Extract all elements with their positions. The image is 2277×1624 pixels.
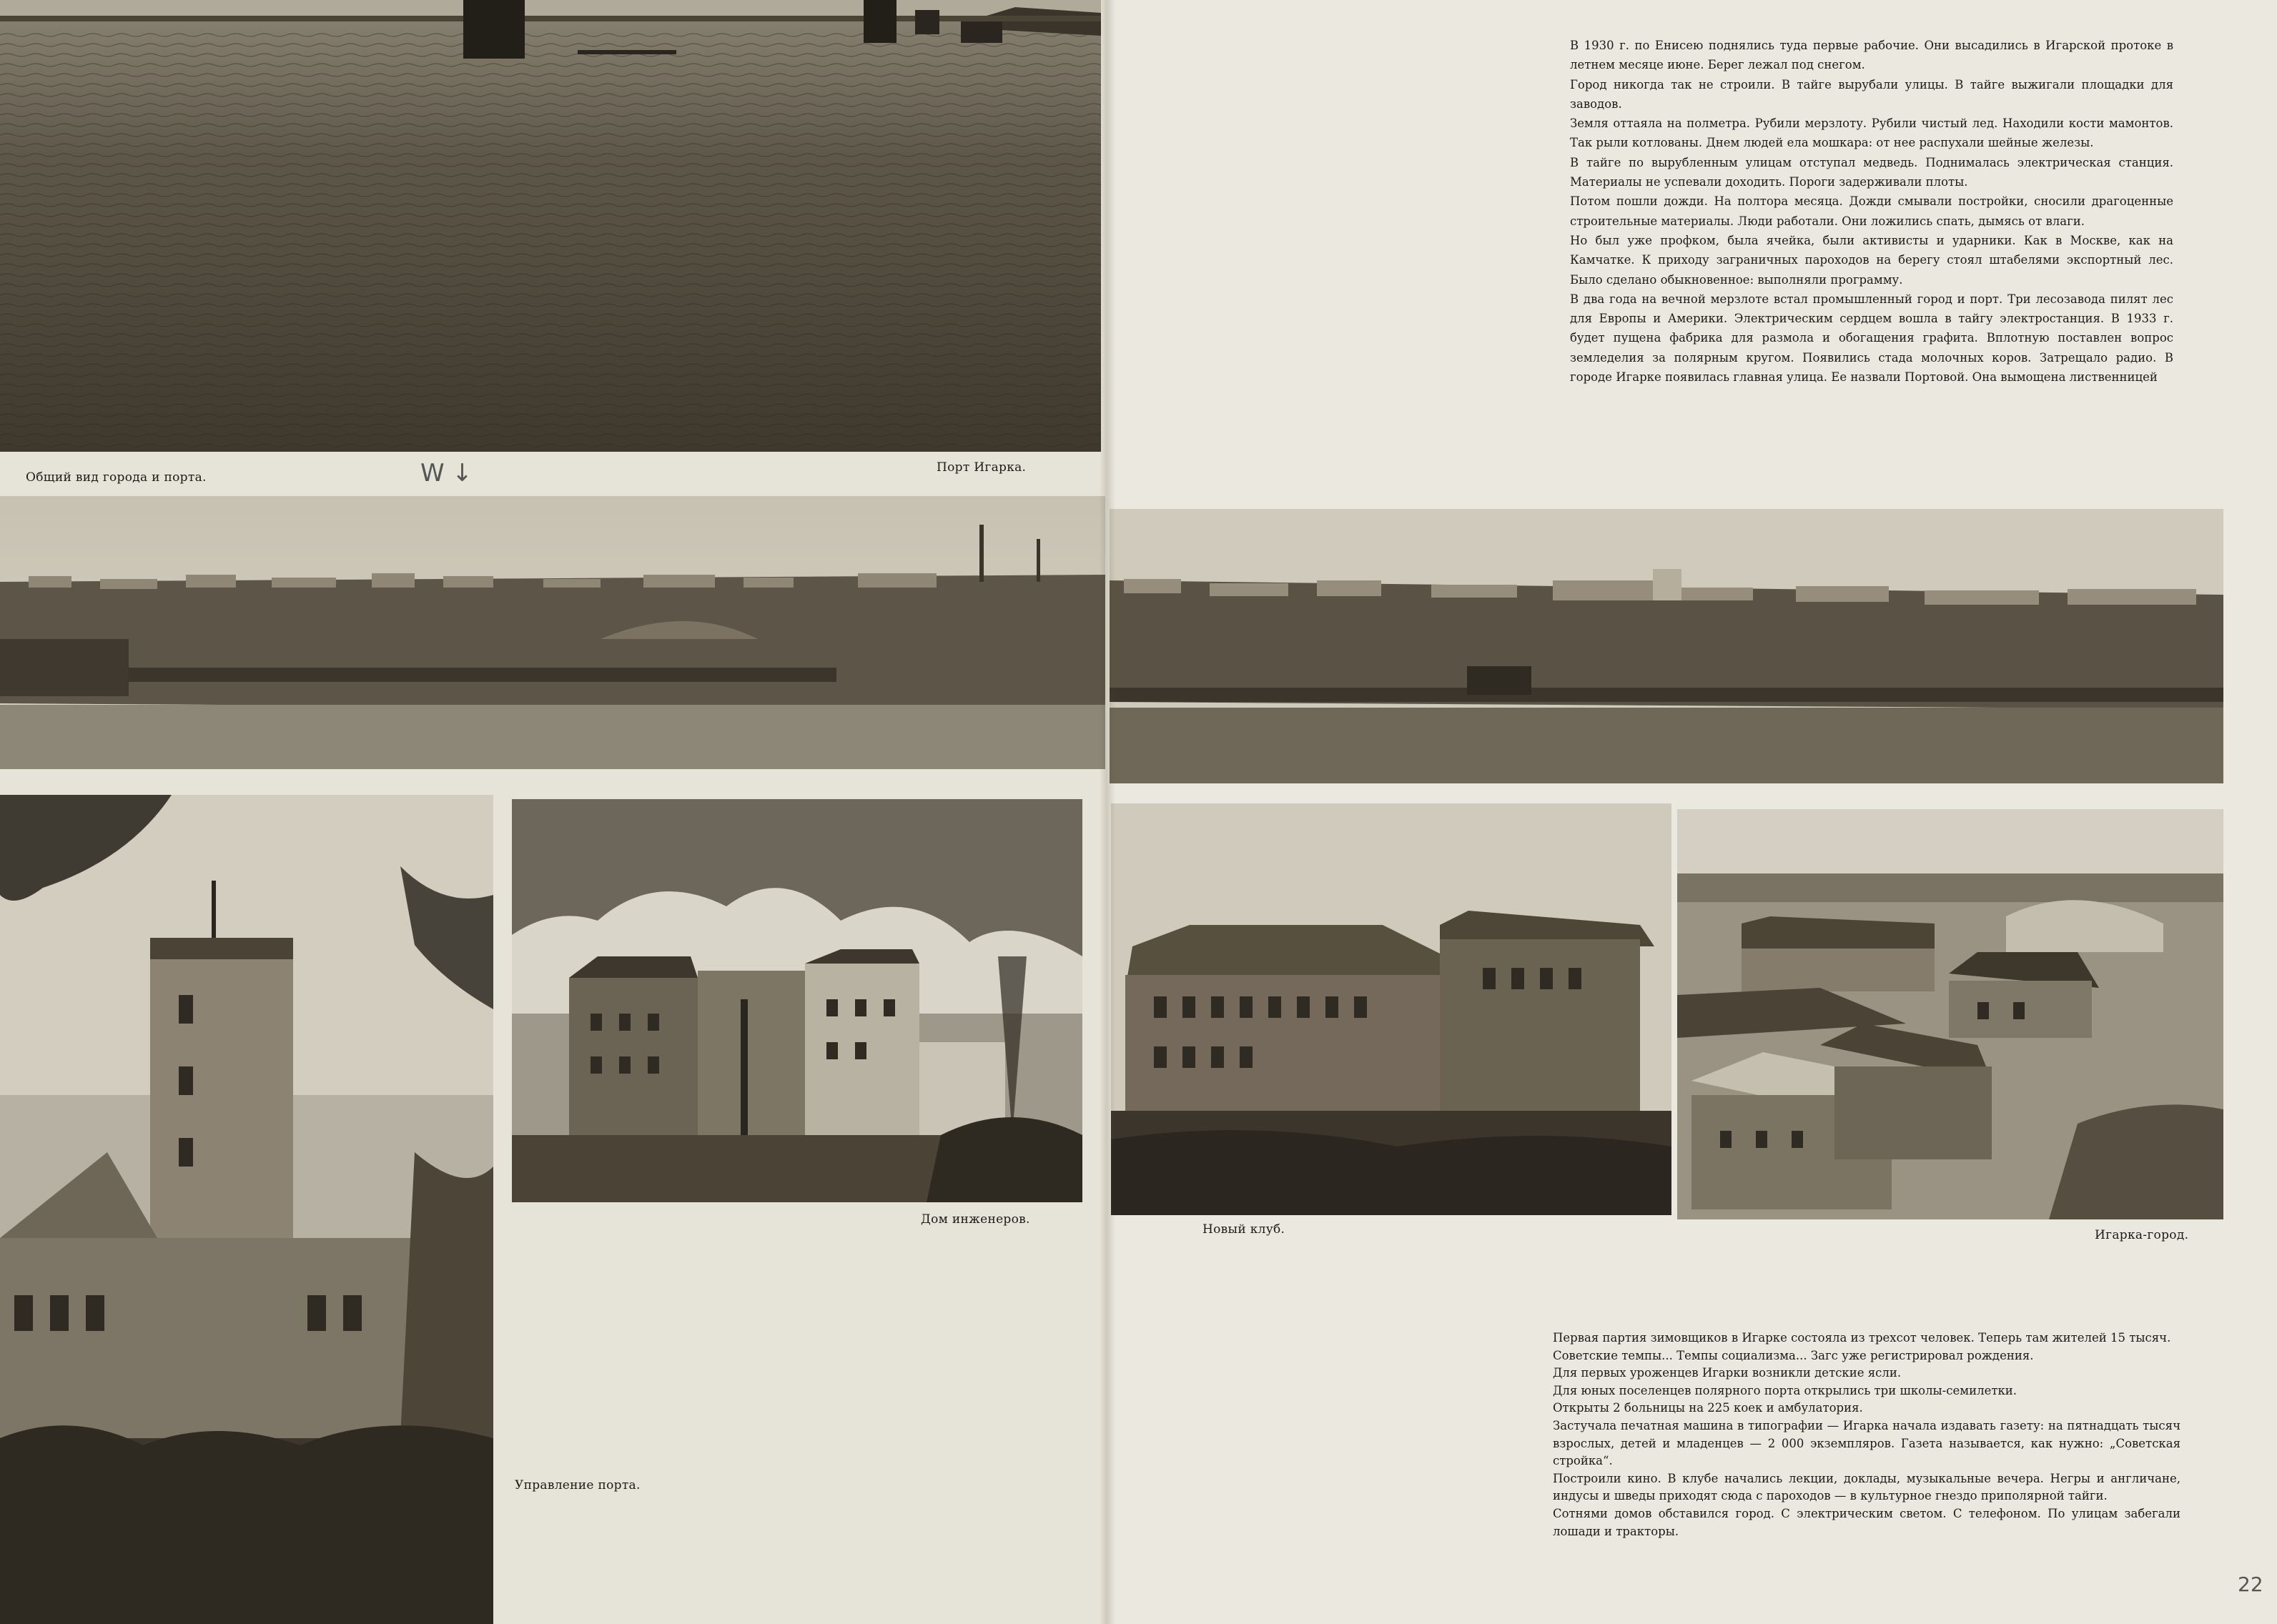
paragraph: Сотнями домов обставился город. С электрическим светом. С телефоном. По улицам забегали лошади и тракторы.	[1553, 1506, 2180, 1538]
caption-port-administration: Управление порта.	[515, 1478, 641, 1492]
engineers-house-photo	[512, 799, 1082, 1202]
caption-igarka-city: Игарка-город.	[2095, 1228, 2189, 1242]
paragraph: Для юных поселенцев полярного порта открылись три школы-семилетки.	[1553, 1383, 2017, 1397]
paragraph: Открыты 2 больницы на 225 коек и амбулатория.	[1553, 1401, 1863, 1415]
paragraph: В 1930 г. по Енисею поднялись туда первые рабочие. Они высадились в Игарской протоке в летнем месяце июне. Берег лежал под снегом.	[1570, 39, 2173, 72]
paragraph: Земля оттаяла на полметра. Рубили мерзлоту. Рубили чистый лед. Находили кости мамонтов. Так рыли котлованы. Днем людей ела мошкара: от нее распухали шейные железы.	[1570, 117, 2173, 150]
paragraph: В два года на вечной мерзлоте встал промышленный город и порт. Три лесозавода пилят лес для Европы и Америки. Электрическим сердцем вошла в тайгу электростанция. В 1933 г. будет пущена фабрика для размола и обогащения графита. Вплотную поставлен вопрос земледелия за полярным кругом. Появились стада молочных коров. Затрещало радио. В городе Игарке появилась главная улица. Ее назвали Портовой. Она вымощена лиственницей	[1570, 292, 2173, 385]
igarka-city-photo	[1677, 809, 2223, 1219]
port-photo	[0, 0, 1101, 452]
paragraph: Построили кино. В клубе начались лекции, доклады, музыкальные вечера. Негры и англичане, индусы и шведы приходят сюда с пароходов — в культурное гнездо приполярной тайги.	[1553, 1471, 2180, 1503]
pencil-arrows: W ↓	[420, 459, 473, 487]
paragraph: Советские темпы... Темпы социализма... Загс уже регистрировал рождения.	[1553, 1348, 2034, 1362]
paragraph: Первая партия зимовщиков в Игарке состояла из трехсот человек. Теперь там жителей 15 тысяч.	[1553, 1331, 2171, 1345]
paragraph: Но был уже профком, была ячейка, были активисты и ударники. Как в Москве, как на Камчатке. К приходу заграничных пароходов на берегу стоял штабелями экспортный лес. Было сделано обыкновенное: выполняли программу.	[1570, 233, 2173, 287]
bottom-text-block	[1553, 1330, 2180, 1540]
panorama-left-photo	[0, 496, 1105, 769]
caption-new-club: Новый клуб.	[1202, 1222, 1285, 1237]
paragraph: Потом пошли дожди. На полтора месяца. Дожди смывали постройки, сносили драгоценные строительные материалы. Люди работали. Они ложились спать, дымясь от влаги.	[1570, 194, 2173, 228]
port-administration-photo	[0, 795, 493, 1624]
spine-gutter	[1100, 0, 1115, 1624]
caption-port: Порт Игарка.	[937, 460, 1027, 475]
paragraph: Город никогда так не строили. В тайге вырубали улицы. В тайге выжигали площадки для заводов.	[1570, 77, 2173, 111]
paragraph: В тайге по вырубленным улицам отступал медведь. Поднималась электрическая станция. Материалы не успевали доходить. Пороги задерживали плоты.	[1570, 155, 2173, 189]
panorama-right-photo	[1110, 509, 2223, 783]
caption-engineers-house: Дом инженеров.	[921, 1212, 1030, 1227]
paragraph: Застучала печатная машина в типографии — Игарка начала издавать газету: на пятнадцать тысяч взрослых, детей и младенцев — 2 000 экземпляров. Газета называется, как нужно: „Советская стройка“.	[1553, 1418, 2180, 1468]
top-text-block	[1570, 36, 2173, 387]
page-number: 22	[2238, 1573, 2263, 1596]
new-club-photo	[1111, 803, 1671, 1215]
caption-general-view: Общий вид города и порта.	[26, 470, 207, 485]
paragraph: Для первых уроженцев Игарки возникли детские ясли.	[1553, 1366, 1902, 1380]
